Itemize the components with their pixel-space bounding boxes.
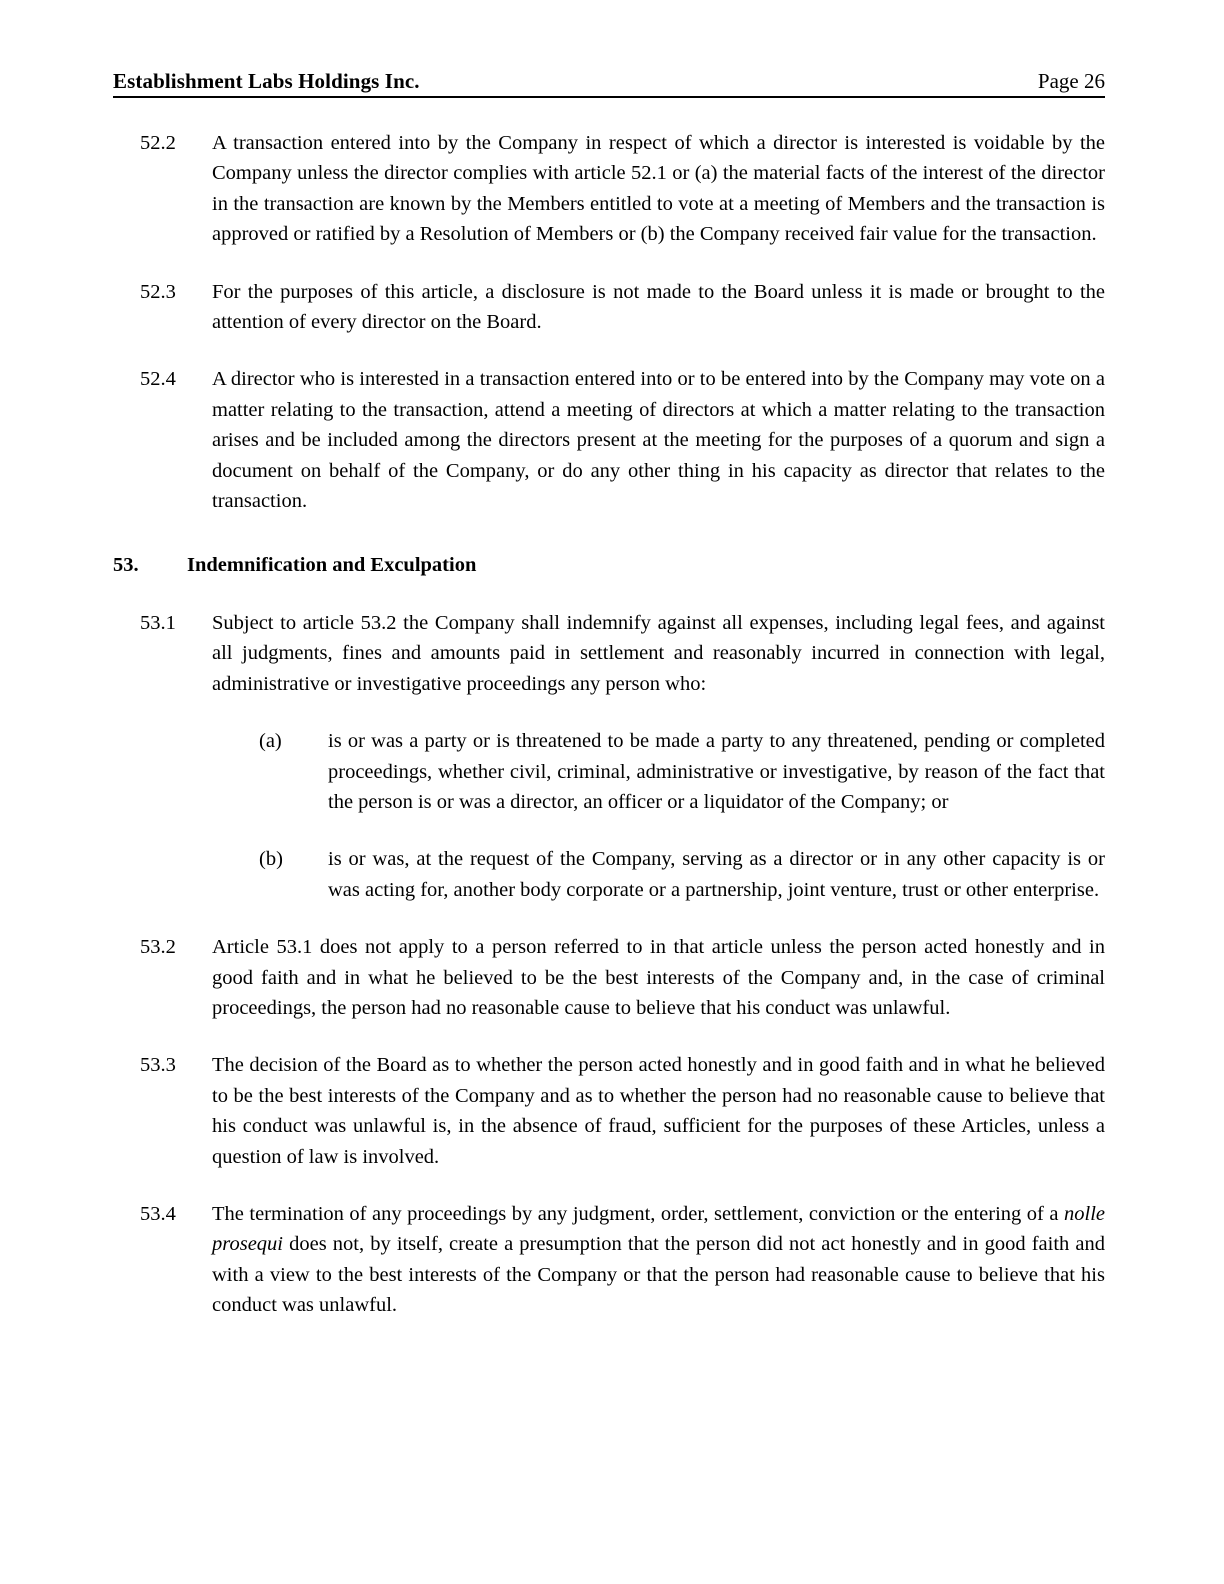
header-divider <box>113 96 1105 98</box>
clause-53-4 <box>0 1199 1224 1321</box>
clause-number: 53.3 <box>140 1054 176 1077</box>
clause-53-1 <box>0 608 1224 699</box>
subitem-b <box>0 844 1224 905</box>
clause-text: For the purposes of this article, a disclosure is not made to the Board unless it is made or brought to the attention of every director on the Board. <box>212 280 1105 334</box>
page-header <box>113 68 1105 98</box>
clause-text: A director who is interested in a transaction entered into or to be entered into by the Company may vote on a matter relating to the transaction, attend a meeting of directors at which a matter relating to the transaction arises and be included among the directors present at the meeting for the purposes of a quorum and sign a document on behalf of the Company, or do any other thing in his capacity as director that relates to the transaction. <box>212 368 1105 513</box>
clause-text-part-2: does not, by itself, create a presumption that the person did not act honestly and in good faith and with a view to the best interests of the Company or that the person had reasonable cause to believe that his conduct was unlawful. <box>212 1233 1105 1317</box>
subitem-marker: (b) <box>259 848 283 871</box>
clause-text: The decision of the Board as to whether the person acted honestly and in good faith and in what he believed to be the best interests of the Company and as to whether the person had no reasonable cause to believe that his conduct was unlawful is, in the absence of fraud, sufficient for the purposes of these Articles, unless a question of law is involved. <box>212 1054 1105 1168</box>
clause-text: A transaction entered into by the Company in respect of which a director is interested is voidable by the Company unless the director complies with article 52.1 or (a) the material facts of the interest of the director in the transaction are known by the Members entitled to vote at a meeting of Members and the transaction is approved or ratified by a Resolution of Members or (b) the Company received fair value for the transaction. <box>212 132 1105 246</box>
clause-52-3 <box>0 277 1224 338</box>
document-body <box>0 128 1224 1321</box>
subitem-a <box>0 726 1224 817</box>
clause-text-part-1: The termination of any proceedings by any judgment, order, settlement, conviction or the entering of a <box>212 1202 1064 1225</box>
page-number: Page 26 <box>1037 69 1105 93</box>
clause-number: 52.2 <box>140 132 176 154</box>
subitem-marker: (a) <box>259 730 282 753</box>
clause-number: 53.1 <box>140 611 176 634</box>
clause-number: 53.4 <box>140 1202 176 1225</box>
clause-number: 52.4 <box>140 368 176 391</box>
subitem-text: is or was, at the request of the Company, serving as a director or in any other capacity is or was acting for, another body corporate or a partnership, joint venture, trust or other enterprise. <box>328 848 1105 901</box>
section-title: Indemnification and Exculpation <box>187 554 477 577</box>
document-title: Establishment Labs Holdings Inc. <box>113 69 420 93</box>
clause-text: Article 53.1 does not apply to a person referred to in that article unless the person acted honestly and in good faith and in what he believed to be the best interests of the Company and, in the case of criminal proceedings, the person had no reasonable cause to believe that his conduct was unlawful. <box>212 936 1105 1019</box>
section-number: 53. <box>113 554 139 577</box>
latin-term: nolle prosequi <box>212 1202 1105 1256</box>
clause-53-3 <box>0 1050 1224 1172</box>
section-heading-53 <box>0 550 1224 580</box>
clause-number: 52.3 <box>140 280 176 303</box>
subitem-text: is or was a party or is threatened to be made a party to any threatened, pending or completed proceedings, whether civil, criminal, administrative or investigative, by reason of the fact that the person is or was a director, an officer or a liquidator of the Company; or <box>328 730 1105 813</box>
clause-number: 53.2 <box>140 936 176 959</box>
clause-52-4 <box>0 364 1224 516</box>
clause-53-2 <box>0 932 1224 1023</box>
clause-text <box>212 1199 1105 1321</box>
clause-text: Subject to article 53.2 the Company shall indemnify against all expenses, including legal fees, and against all judgments, fines and amounts paid in settlement and reasonably incurred in connection with legal, administrative or investigative proceedings any person who: <box>212 611 1105 695</box>
clause-52-2 <box>0 128 1224 250</box>
header-row <box>113 68 1105 94</box>
